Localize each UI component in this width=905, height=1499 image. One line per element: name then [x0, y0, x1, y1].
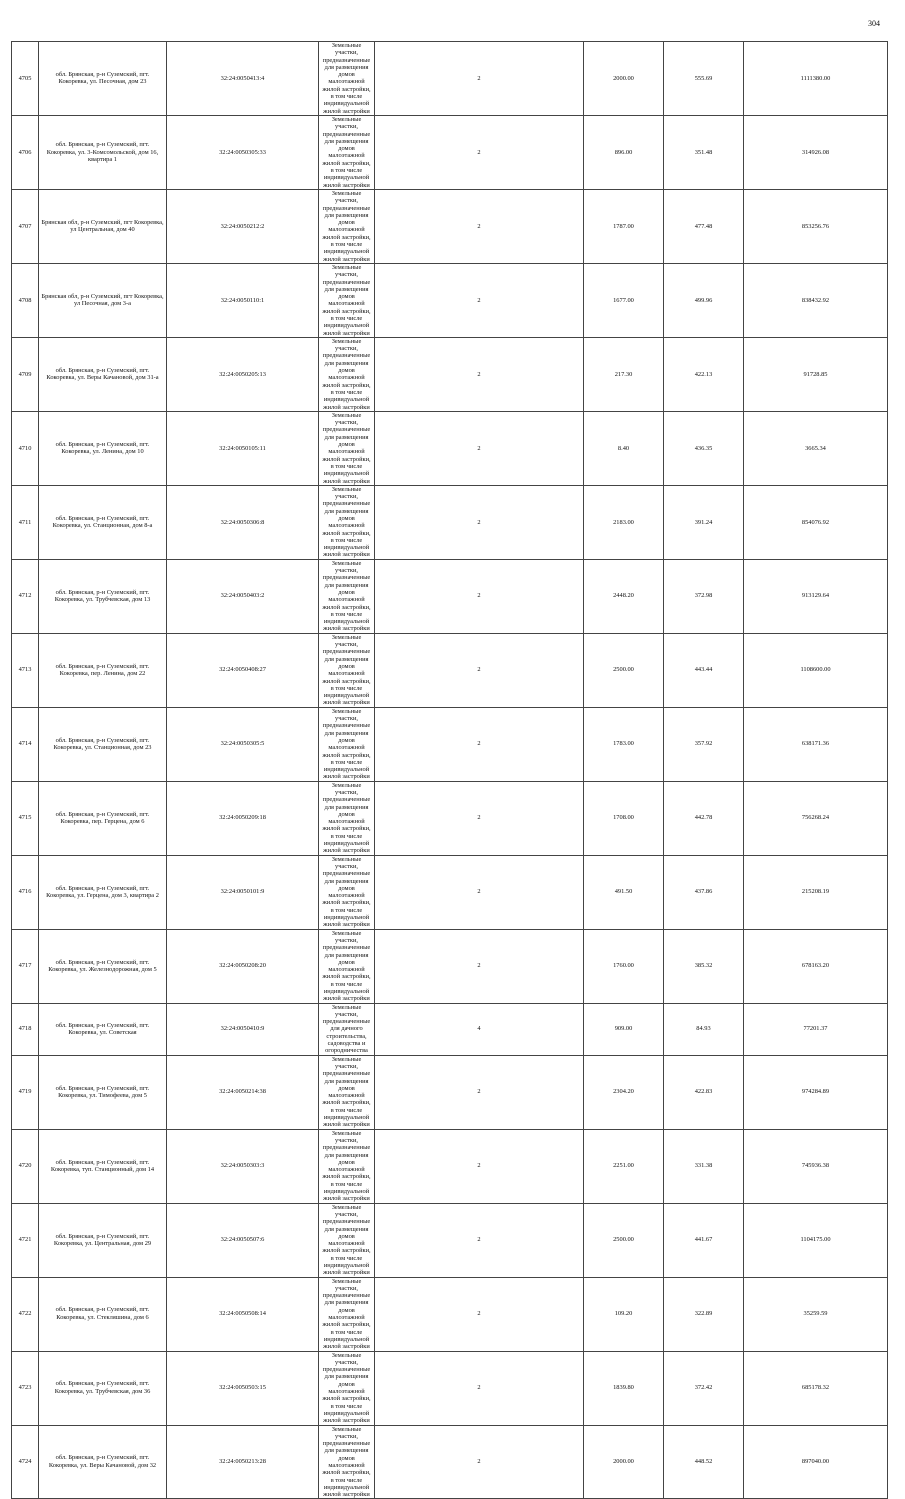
cadastral-number-cell: 32:24:0050413:4 [167, 42, 319, 116]
address-cell: обл. Брянская, р-н Суземский, пгт. Кокоревка, ул. 3-Комсомольской, дом 16, квартира 1 [39, 115, 167, 189]
row-number: 4724 [12, 1425, 39, 1499]
land-use-description-cell: Земельные участки, предназначенные для размещения домов малоэтажной жилой застройки, в том числе индивидуальной жилой застройки [319, 42, 375, 116]
rate-cell: 422.13 [664, 337, 744, 411]
table-row [12, 263, 888, 337]
row-number: 4722 [12, 1277, 39, 1351]
address-cell: обл. Брянская, р-н Суземский, пгт. Кокоревка, ул. Советская [39, 1003, 167, 1055]
table-row [12, 929, 888, 1003]
cadastral-number-cell: 32:24:0050208:20 [167, 929, 319, 1003]
cadastral-number-cell: 32:24:0050403:2 [167, 559, 319, 633]
cadastral-number-cell: 32:24:0050508:14 [167, 1277, 319, 1351]
table-row [12, 633, 888, 707]
table-row [12, 42, 888, 116]
rate-cell: 357.92 [664, 707, 744, 781]
area-cell: 2000.00 [584, 42, 664, 116]
cadastral-value-cell: 854076.92 [744, 485, 888, 559]
cadastral-number-cell: 32:24:0050306:8 [167, 485, 319, 559]
address-cell: обл. Брянская, р-н Суземский, пгт. Кокоревка, ул. Песочная, дом 23 [39, 42, 167, 116]
row-number: 4707 [12, 189, 39, 263]
address-cell: обл. Брянская, р-н Суземский, пгт. Кокоревка, ул. Центральная, дом 29 [39, 1203, 167, 1277]
row-number: 4710 [12, 411, 39, 485]
cadastral-number-cell: 32:24:0050213:28 [167, 1425, 319, 1499]
table-row [12, 707, 888, 781]
cadastral-value-cell: 1111380.00 [744, 42, 888, 116]
group-cell: 2 [375, 559, 584, 633]
rate-cell: 331.38 [664, 1129, 744, 1203]
page-number: 304 [868, 19, 880, 28]
address-cell: обл. Брянская, р-н Суземский, пгт. Кокоревка, ул. Стекляшина, дом 6 [39, 1277, 167, 1351]
cadastral-value-cell: 853256.76 [744, 189, 888, 263]
row-number: 4723 [12, 1351, 39, 1425]
rate-cell: 555.69 [664, 42, 744, 116]
address-cell: обл. Брянская, р-н Суземский, пгт. Кокоревка, ул. Тимофеева, дом 5 [39, 1055, 167, 1129]
cadastral-value-cell: 3665.34 [744, 411, 888, 485]
row-number: 4715 [12, 781, 39, 855]
address-cell: обл. Брянская, р-н Суземский, пгт. Кокоревка, туп. Станционный, дом 14 [39, 1129, 167, 1203]
area-cell: 909.00 [584, 1003, 664, 1055]
rate-cell: 372.98 [664, 559, 744, 633]
land-use-description-cell: Земельные участки, предназначенные для размещения домов малоэтажной жилой застройки, в том числе индивидуальной жилой застройки [319, 1203, 375, 1277]
area-cell: 2000.00 [584, 1425, 664, 1499]
area-cell: 2304.20 [584, 1055, 664, 1129]
cadastral-value-cell: 685178.32 [744, 1351, 888, 1425]
area-cell: 1760.00 [584, 929, 664, 1003]
land-use-description-cell: Земельные участки, предназначенные для размещения домов малоэтажной жилой застройки, в том числе индивидуальной жилой застройки [319, 559, 375, 633]
cadastral-number-cell: 32:24:0050305:5 [167, 707, 319, 781]
table-row [12, 1203, 888, 1277]
rate-cell: 436.35 [664, 411, 744, 485]
cadastral-value-cell: 678163.20 [744, 929, 888, 1003]
table-row [12, 189, 888, 263]
group-cell: 2 [375, 707, 584, 781]
rate-cell: 385.32 [664, 929, 744, 1003]
row-number: 4716 [12, 855, 39, 929]
area-cell: 8.40 [584, 411, 664, 485]
group-cell: 2 [375, 263, 584, 337]
group-cell: 2 [375, 1129, 584, 1203]
group-cell: 2 [375, 189, 584, 263]
row-number: 4706 [12, 115, 39, 189]
table-row [12, 337, 888, 411]
area-cell: 2183.00 [584, 485, 664, 559]
group-cell: 4 [375, 1003, 584, 1055]
cadastral-number-cell: 32:24:0050410:9 [167, 1003, 319, 1055]
cadastral-number-cell: 32:24:0050209:18 [167, 781, 319, 855]
cadastral-value-cell: 897040.00 [744, 1425, 888, 1499]
address-cell: обл. Брянская, р-н Суземский, пгт. Кокоревка, пер. Герцена, дом 6 [39, 781, 167, 855]
cadastral-value-cell: 1104175.00 [744, 1203, 888, 1277]
address-cell: обл. Брянская, р-н Суземский, пгт. Кокоревка, ул. Станционная, дом 8-а [39, 485, 167, 559]
group-cell: 2 [375, 42, 584, 116]
rate-cell: 443.44 [664, 633, 744, 707]
area-cell: 2251.00 [584, 1129, 664, 1203]
group-cell: 2 [375, 929, 584, 1003]
row-number: 4709 [12, 337, 39, 411]
row-number: 4717 [12, 929, 39, 1003]
cadastral-number-cell: 32:24:0050101:9 [167, 855, 319, 929]
address-cell: обл. Брянская, р-н Суземский, пгт. Кокоревка, ул. Станционная, дом 23 [39, 707, 167, 781]
cadastral-value-cell: 756268.24 [744, 781, 888, 855]
row-number: 4714 [12, 707, 39, 781]
area-cell: 1708.00 [584, 781, 664, 855]
area-cell: 2448.20 [584, 559, 664, 633]
land-use-description-cell: Земельные участки, предназначенные для размещения домов малоэтажной жилой застройки, в том числе индивидуальной жилой застройки [319, 1425, 375, 1499]
table-row [12, 1277, 888, 1351]
cadastral-value-cell: 838432.92 [744, 263, 888, 337]
cadastral-number-cell: 32:24:0050110:1 [167, 263, 319, 337]
table-body [12, 42, 888, 1499]
rate-cell: 322.89 [664, 1277, 744, 1351]
area-cell: 491.50 [584, 855, 664, 929]
rate-cell: 442.78 [664, 781, 744, 855]
land-use-description-cell: Земельные участки, предназначенные для размещения домов малоэтажной жилой застройки, в том числе индивидуальной жилой застройки [319, 485, 375, 559]
cadastral-value-cell: 974284.89 [744, 1055, 888, 1129]
area-cell: 1787.00 [584, 189, 664, 263]
cadastral-number-cell: 32:24:0050507:6 [167, 1203, 319, 1277]
row-number: 4705 [12, 42, 39, 116]
table-row [12, 1351, 888, 1425]
table-row [12, 1003, 888, 1055]
group-cell: 2 [375, 485, 584, 559]
row-number: 4721 [12, 1203, 39, 1277]
table-row [12, 855, 888, 929]
cadastral-value-cell: 77201.37 [744, 1003, 888, 1055]
cadastral-number-cell: 32:24:0050105:11 [167, 411, 319, 485]
row-number: 4720 [12, 1129, 39, 1203]
area-cell: 2500.00 [584, 633, 664, 707]
address-cell: обл. Брянская, р-н Суземский, пгт. Кокоревка, ул. Веры Качановой, дом 32 [39, 1425, 167, 1499]
group-cell: 2 [375, 1425, 584, 1499]
group-cell: 2 [375, 855, 584, 929]
table-row [12, 1129, 888, 1203]
row-number: 4713 [12, 633, 39, 707]
table-row [12, 411, 888, 485]
cadastral-value-cell: 1108600.00 [744, 633, 888, 707]
address-cell: обл. Брянская, р-н Суземский, пгт. Кокоревка, ул. Герцена, дом 3, квартира 2 [39, 855, 167, 929]
group-cell: 2 [375, 781, 584, 855]
row-number: 4712 [12, 559, 39, 633]
address-cell: Брянская обл, р-н Суземский, пгт Кокоревка, ул Песочная, дом 3-а [39, 263, 167, 337]
rate-cell: 437.86 [664, 855, 744, 929]
rate-cell: 448.52 [664, 1425, 744, 1499]
group-cell: 2 [375, 1351, 584, 1425]
cadastral-value-cell: 314926.08 [744, 115, 888, 189]
cadastral-number-cell: 32:24:0050305:33 [167, 115, 319, 189]
cadastral-value-cell: 745936.38 [744, 1129, 888, 1203]
address-cell: обл. Брянская, р-н Суземский, пгт. Кокоревка, пер. Ленина, дом 22 [39, 633, 167, 707]
land-use-description-cell: Земельные участки, предназначенные для размещения домов малоэтажной жилой застройки, в том числе индивидуальной жилой застройки [319, 263, 375, 337]
group-cell: 2 [375, 115, 584, 189]
table-row [12, 1055, 888, 1129]
table-row [12, 1425, 888, 1499]
cadastral-number-cell: 32:24:0050205:13 [167, 337, 319, 411]
group-cell: 2 [375, 411, 584, 485]
cadastral-number-cell: 32:24:0050408:27 [167, 633, 319, 707]
rate-cell: 441.67 [664, 1203, 744, 1277]
address-cell: обл. Брянская, р-н Суземский, пгт. Кокоревка, ул. Веры Качановой, дом 31-а [39, 337, 167, 411]
land-use-description-cell: Земельные участки, предназначенные для размещения домов малоэтажной жилой застройки, в том числе индивидуальной жилой застройки [319, 855, 375, 929]
land-use-description-cell: Земельные участки, предназначенные для размещения домов малоэтажной жилой застройки, в том числе индивидуальной жилой застройки [319, 781, 375, 855]
rate-cell: 391.24 [664, 485, 744, 559]
land-use-description-cell: Земельные участки, предназначенные для размещения домов малоэтажной жилой застройки, в том числе индивидуальной жилой застройки [319, 189, 375, 263]
cadastral-value-cell: 638171.36 [744, 707, 888, 781]
land-use-description-cell: Земельные участки, предназначенные для размещения домов малоэтажной жилой застройки, в том числе индивидуальной жилой застройки [319, 1055, 375, 1129]
cadastral-value-cell: 215208.19 [744, 855, 888, 929]
group-cell: 2 [375, 633, 584, 707]
land-use-description-cell: Земельные участки, предназначенные для размещения домов малоэтажной жилой застройки, в том числе индивидуальной жилой застройки [319, 1129, 375, 1203]
area-cell: 217.30 [584, 337, 664, 411]
area-cell: 896.00 [584, 115, 664, 189]
rate-cell: 422.83 [664, 1055, 744, 1129]
land-use-description-cell: Земельные участки, предназначенные для размещения домов малоэтажной жилой застройки, в том числе индивидуальной жилой застройки [319, 1277, 375, 1351]
land-use-description-cell: Земельные участки, предназначенные для размещения домов малоэтажной жилой застройки, в том числе индивидуальной жилой застройки [319, 115, 375, 189]
cadastral-value-cell: 913129.64 [744, 559, 888, 633]
address-cell: обл. Брянская, р-н Суземский, пгт. Кокоревка, ул. Трубчевская, дом 36 [39, 1351, 167, 1425]
land-use-description-cell: Земельные участки, предназначенные для размещения домов малоэтажной жилой застройки, в том числе индивидуальной жилой застройки [319, 337, 375, 411]
group-cell: 2 [375, 1277, 584, 1351]
row-number: 4718 [12, 1003, 39, 1055]
row-number: 4719 [12, 1055, 39, 1129]
row-number: 4708 [12, 263, 39, 337]
rate-cell: 372.42 [664, 1351, 744, 1425]
group-cell: 2 [375, 337, 584, 411]
land-use-description-cell: Земельные участки, предназначенные для размещения домов малоэтажной жилой застройки, в том числе индивидуальной жилой застройки [319, 1351, 375, 1425]
area-cell: 1677.00 [584, 263, 664, 337]
cadastral-value-cell: 91728.85 [744, 337, 888, 411]
area-cell: 109.20 [584, 1277, 664, 1351]
group-cell: 2 [375, 1055, 584, 1129]
land-use-description-cell: Земельные участки, предназначенные для размещения домов малоэтажной жилой застройки, в том числе индивидуальной жилой застройки [319, 411, 375, 485]
group-cell: 2 [375, 1203, 584, 1277]
rate-cell: 477.48 [664, 189, 744, 263]
address-cell: обл. Брянская, р-н Суземский, пгт. Кокоревка, ул. Железнодорожная, дом 5 [39, 929, 167, 1003]
rate-cell: 351.48 [664, 115, 744, 189]
land-use-description-cell: Земельные участки, предназначенные для размещения домов малоэтажной жилой застройки, в том числе индивидуальной жилой застройки [319, 633, 375, 707]
table-row [12, 781, 888, 855]
rate-cell: 499.96 [664, 263, 744, 337]
address-cell: обл. Брянская, р-н Суземский, пгт. Кокоревка, ул. Ленина, дом 10 [39, 411, 167, 485]
cadastral-value-cell: 35259.59 [744, 1277, 888, 1351]
land-use-description-cell: Земельные участки, предназначенные для размещения домов малоэтажной жилой застройки, в том числе индивидуальной жилой застройки [319, 929, 375, 1003]
area-cell: 2500.00 [584, 1203, 664, 1277]
cadastral-number-cell: 32:24:0050212:2 [167, 189, 319, 263]
rate-cell: 84.93 [664, 1003, 744, 1055]
land-use-description-cell: Земельные участки, предназначенные для дачного строительства, садоводства и огородничества [319, 1003, 375, 1055]
land-registry-table [11, 41, 888, 1499]
area-cell: 1839.80 [584, 1351, 664, 1425]
cadastral-number-cell: 32:24:0050303:3 [167, 1129, 319, 1203]
address-cell: обл. Брянская, р-н Суземский, пгт. Кокоревка, ул. Трубчевская, дом 13 [39, 559, 167, 633]
table-row [12, 559, 888, 633]
table-row [12, 115, 888, 189]
table-row [12, 485, 888, 559]
address-cell: Брянская обл, р-н Суземский, пгт Кокоревка, ул Центральная, дом 40 [39, 189, 167, 263]
area-cell: 1783.00 [584, 707, 664, 781]
cadastral-number-cell: 32:24:0050214:38 [167, 1055, 319, 1129]
row-number: 4711 [12, 485, 39, 559]
cadastral-number-cell: 32:24:0050503:15 [167, 1351, 319, 1425]
land-use-description-cell: Земельные участки, предназначенные для размещения домов малоэтажной жилой застройки, в том числе индивидуальной жилой застройки [319, 707, 375, 781]
